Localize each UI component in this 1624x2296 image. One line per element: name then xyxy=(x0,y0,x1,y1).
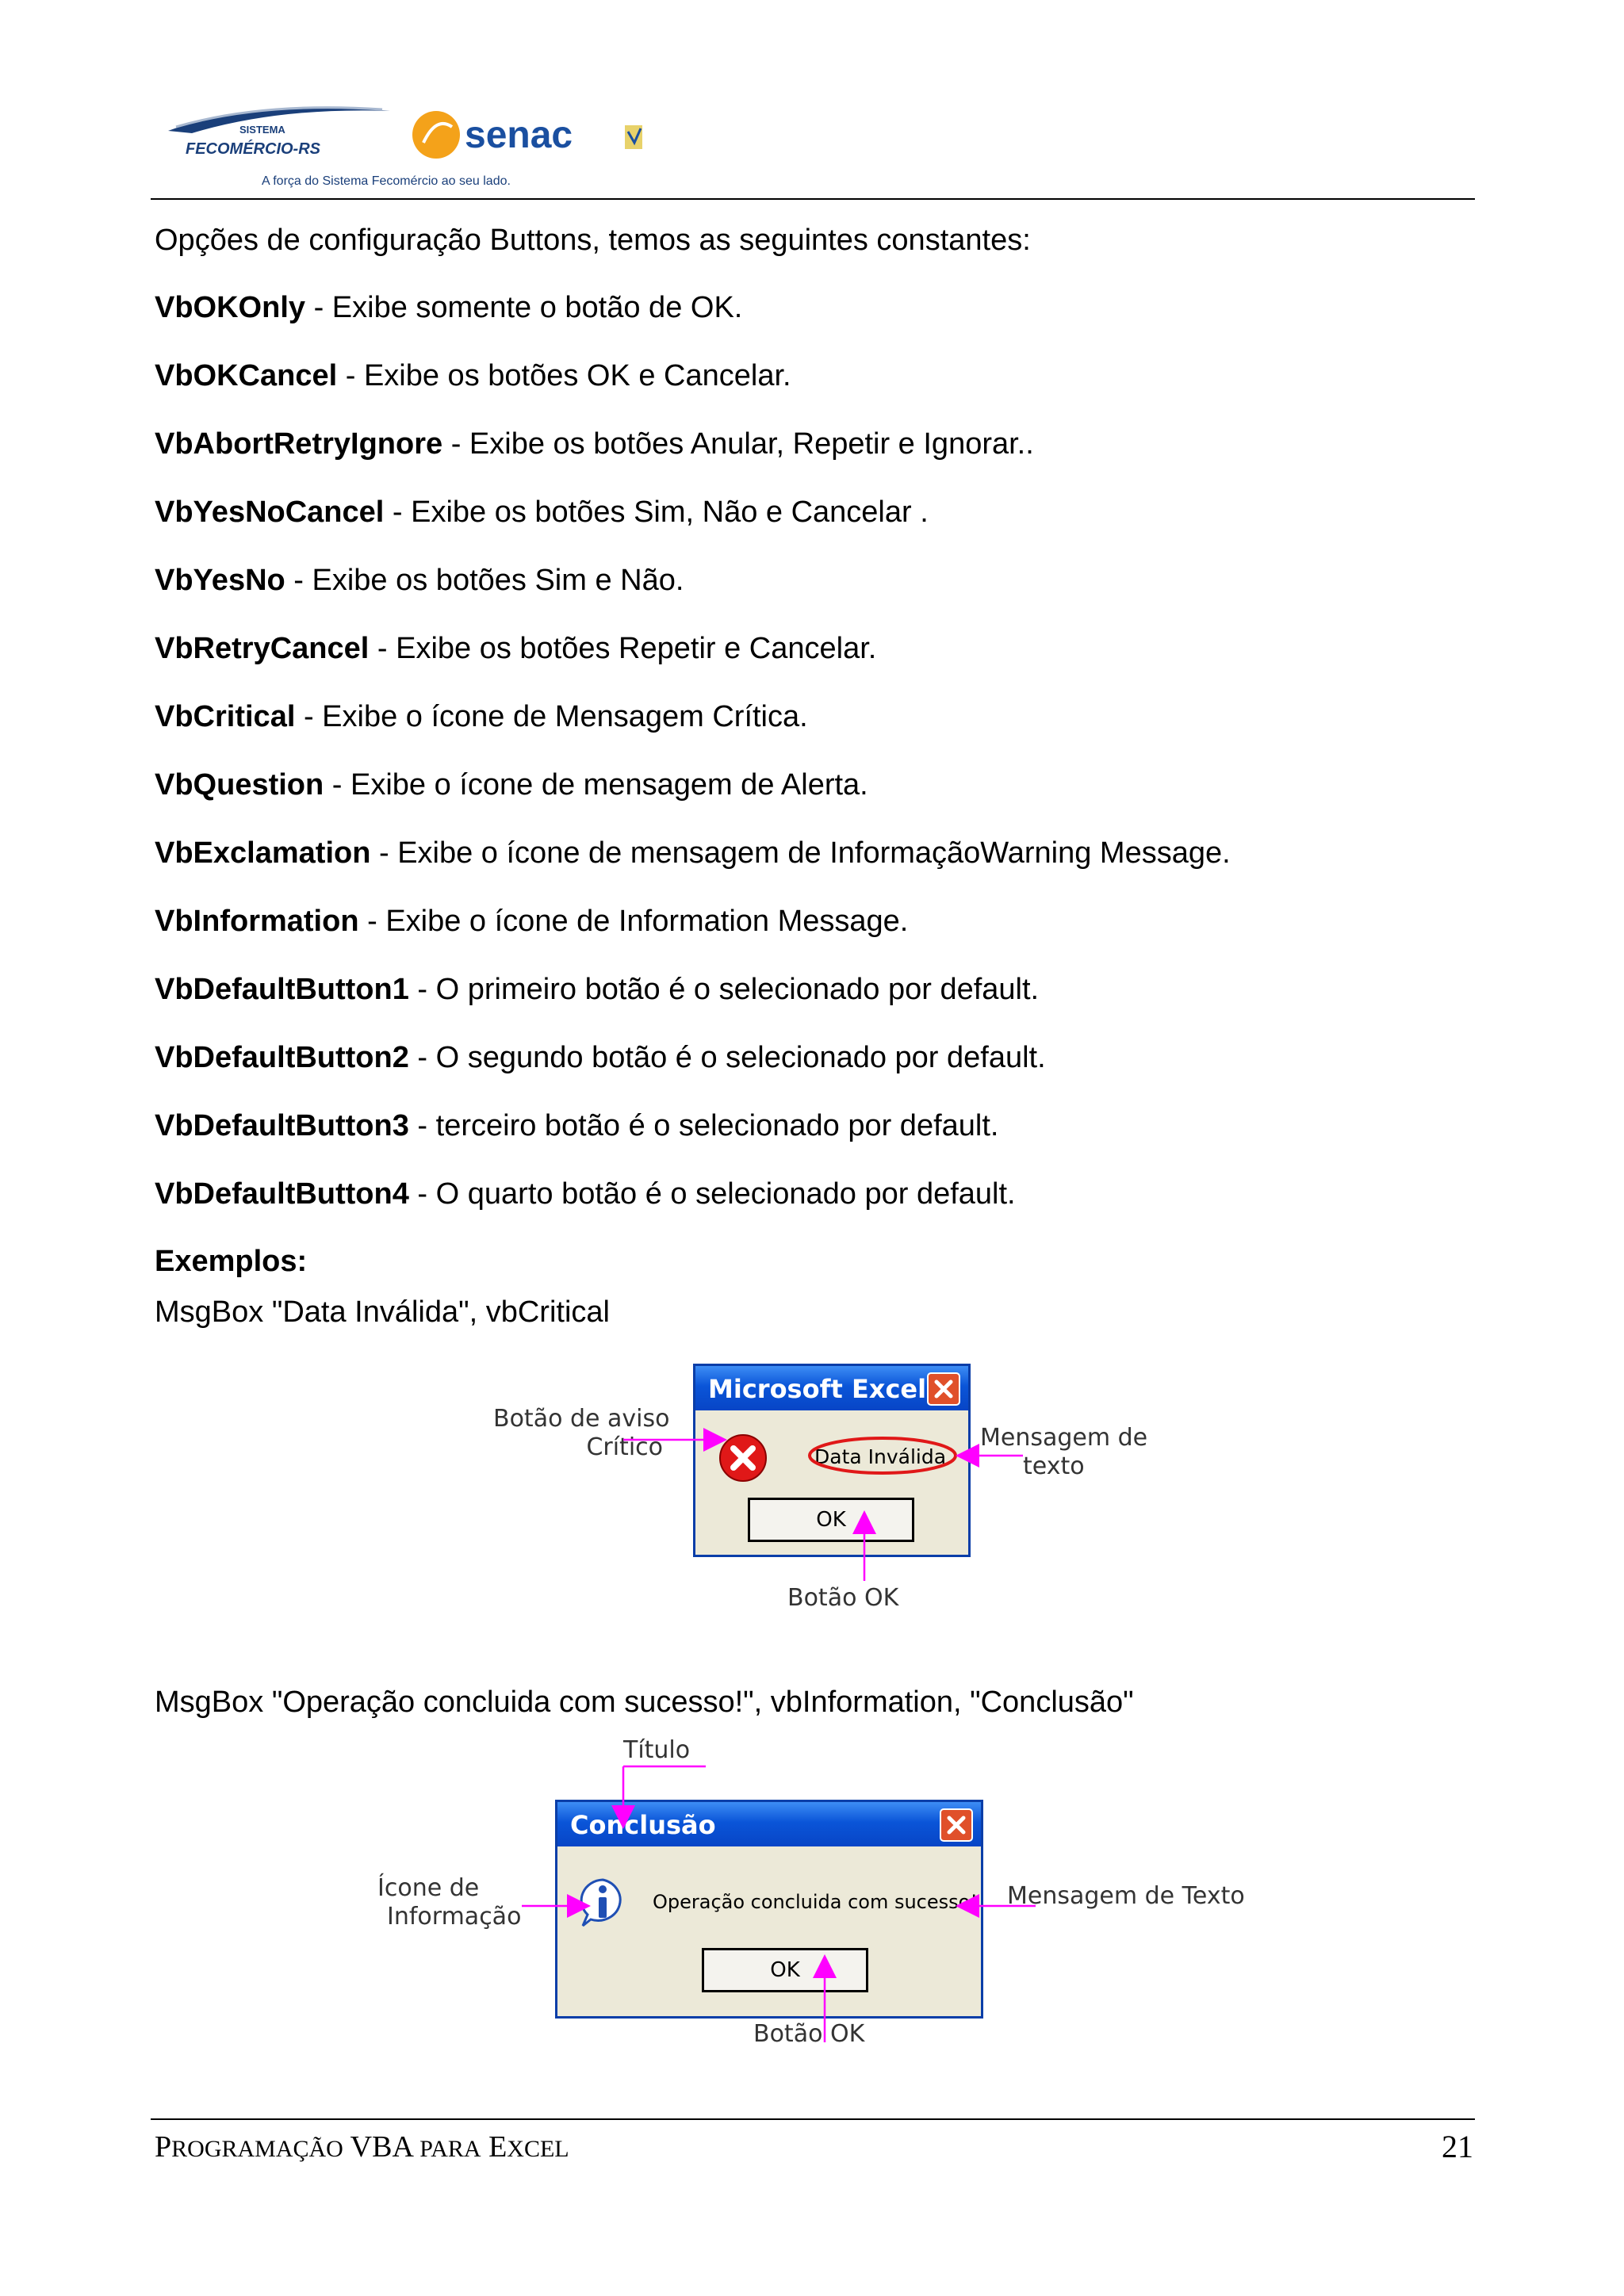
constant-desc: - Exibe os botões Anular, Repetir e Ignorar.. xyxy=(442,427,1034,461)
constant-desc: - Exibe os botões Sim, Não e Cancelar . xyxy=(384,496,929,529)
constant-name: VbOKOnly xyxy=(155,291,306,324)
constant-desc: - Exibe o ícone de mensagem de InformaçãoWarning Message. xyxy=(370,836,1231,870)
constant-name: VbDefaultButton1 xyxy=(155,973,409,1006)
page-number: 21 xyxy=(1442,2129,1473,2164)
constant-name: VbDefaultButton4 xyxy=(155,1177,409,1211)
constant-desc: - O quarto botão é o selecionado por default. xyxy=(408,1177,1016,1211)
footer-title xyxy=(155,2130,569,2164)
constant-name: VbYesNo xyxy=(155,564,285,597)
examples-heading: Exemplos: xyxy=(155,1245,308,1278)
callout-title: Título xyxy=(623,1736,691,1764)
constant-desc: - Exibe os botões OK e Cancelar. xyxy=(337,359,791,392)
ok-button[interactable]: OK xyxy=(702,1948,868,1992)
dialog-title: Conclusão xyxy=(570,1810,716,1840)
constant-name: VbYesNoCancel xyxy=(155,496,385,529)
constant-desc: - Exibe o ícone de Information Message. xyxy=(358,905,909,938)
constant-name: VbCritical xyxy=(155,700,296,733)
callout-line: Botão de aviso xyxy=(493,1405,670,1433)
message-highlight xyxy=(810,1438,956,1473)
footer-text: E xyxy=(481,2130,508,2164)
constant-name: VbDefaultButton2 xyxy=(155,1041,409,1074)
constant-desc: - terceiro botão é o selecionado por default. xyxy=(408,1109,999,1142)
constant-name: VbQuestion xyxy=(155,768,324,802)
constant-name: VbAbortRetryIgnore xyxy=(155,427,443,461)
header-tagline: A força do Sistema Fecomércio ao seu lado. xyxy=(262,174,511,188)
example1-code: MsgBox "Data Inválida", vbCritical xyxy=(155,1295,610,1329)
constant-desc: - Exibe os botões Repetir e Cancelar. xyxy=(369,632,877,665)
callout-line: texto xyxy=(1023,1452,1085,1480)
constant-name: VbRetryCancel xyxy=(155,632,370,665)
dialog-message: Operação concluida com sucesso! xyxy=(653,1891,978,1913)
callout-line: Mensagem de xyxy=(980,1424,1148,1452)
example2-code: MsgBox "Operação concluida com sucesso!", vbInformation, "Conclusão" xyxy=(155,1686,1134,1719)
callout-line: Ícone de xyxy=(377,1874,480,1902)
constant-desc: - O segundo botão é o selecionado por default. xyxy=(408,1041,1046,1074)
constant-desc: - O primeiro botão é o selecionado por default. xyxy=(408,973,1040,1006)
constant-name: VbOKCancel xyxy=(155,359,338,392)
footer-text: ROGRAMAÇÃO xyxy=(171,2136,343,2162)
callout-ok-button: Botão OK xyxy=(753,2020,865,2048)
callout-line: Crítico xyxy=(586,1433,663,1461)
dialog-title: Microsoft Excel xyxy=(708,1374,927,1404)
ok-button[interactable]: OK xyxy=(748,1498,914,1542)
footer-text: XCEL xyxy=(507,2136,569,2162)
constant-name: VbDefaultButton3 xyxy=(155,1109,409,1142)
footer-divider xyxy=(151,2118,1475,2120)
svg-text:senac: senac xyxy=(465,114,573,156)
constant-name: VbExclamation xyxy=(155,836,371,870)
constant-desc: - Exibe o ícone de mensagem de Alerta. xyxy=(324,768,868,802)
constant-name: VbInformation xyxy=(155,905,359,938)
intro-paragraph: Opções de configuração Buttons, temos as seguintes constantes: xyxy=(155,224,1031,257)
constant-desc: - Exibe somente o botão de OK. xyxy=(305,291,743,324)
callout-ok-button: Botão OK xyxy=(787,1584,899,1612)
footer-text: P xyxy=(155,2130,172,2164)
callout-message-text: Mensagem de Texto xyxy=(1007,1882,1245,1910)
dialog-message: Data Inválida xyxy=(814,1445,947,1468)
svg-text:FECOMÉRCIO-RS: FECOMÉRCIO-RS xyxy=(186,140,320,158)
footer-text: VBA xyxy=(343,2130,420,2164)
footer-text: PARA xyxy=(419,2136,481,2162)
constant-desc: - Exibe o ícone de Mensagem Crítica. xyxy=(295,700,808,733)
callout-line: Informação xyxy=(387,1903,522,1931)
constant-desc: - Exibe os botões Sim e Não. xyxy=(285,564,684,597)
svg-text:SISTEMA: SISTEMA xyxy=(239,124,285,136)
